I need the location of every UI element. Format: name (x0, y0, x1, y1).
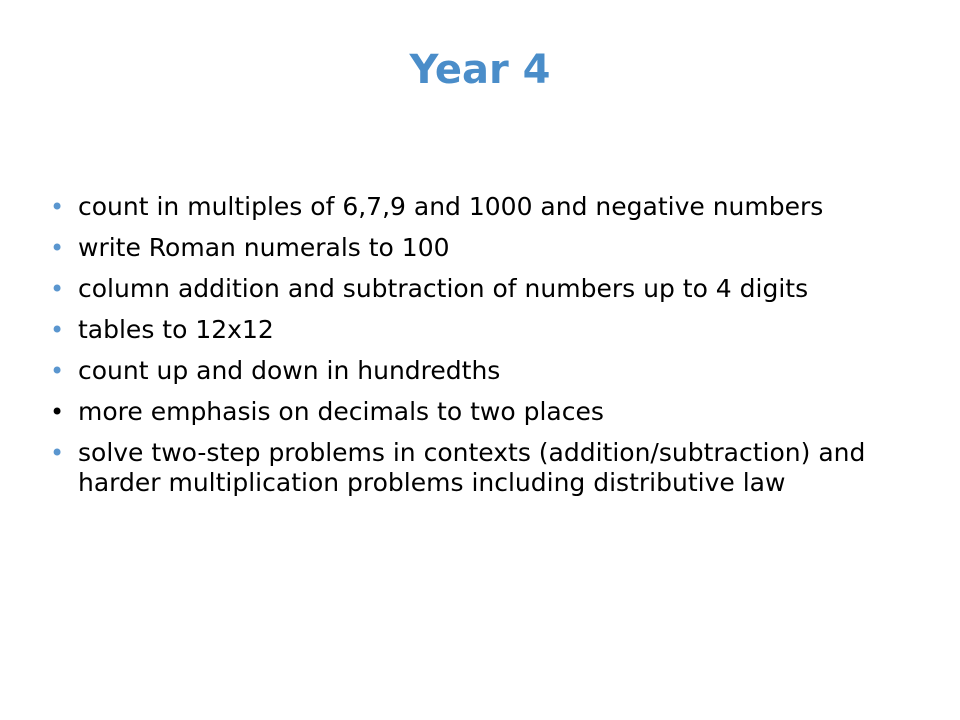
bullet-item (48, 397, 888, 427)
bullet-dot-icon: • (50, 275, 65, 303)
bullet-item (48, 438, 888, 498)
bullet-dot-icon: • (50, 193, 65, 221)
bullet-item (48, 233, 888, 263)
bullet-text: more emphasis on decimals to two places (78, 397, 604, 426)
bullet-text: tables to 12x12 (78, 315, 274, 344)
bullet-item (48, 192, 888, 222)
bullet-dot-icon: • (50, 316, 65, 344)
bullet-dot-icon: • (50, 357, 65, 385)
bullet-dot-icon: • (50, 439, 65, 467)
bullet-item (48, 274, 888, 304)
bullet-text: count in multiples of 6,7,9 and 1000 and negative numbers (78, 192, 824, 221)
bullet-text: column addition and subtraction of numbers up to 4 digits (78, 274, 809, 303)
bullet-text: solve two-step problems in contexts (addition/subtraction) and harder multiplication problems including distributive law (78, 438, 866, 497)
bullet-list (48, 192, 888, 509)
bullet-dot-icon: • (50, 398, 65, 426)
bullet-text: count up and down in hundredths (78, 356, 501, 385)
bullet-text: write Roman numerals to 100 (78, 233, 450, 262)
slide-title: Year 4 (409, 47, 551, 93)
bullet-dot-icon: • (50, 234, 65, 262)
bullet-item (48, 315, 888, 345)
bullet-item (48, 356, 888, 386)
